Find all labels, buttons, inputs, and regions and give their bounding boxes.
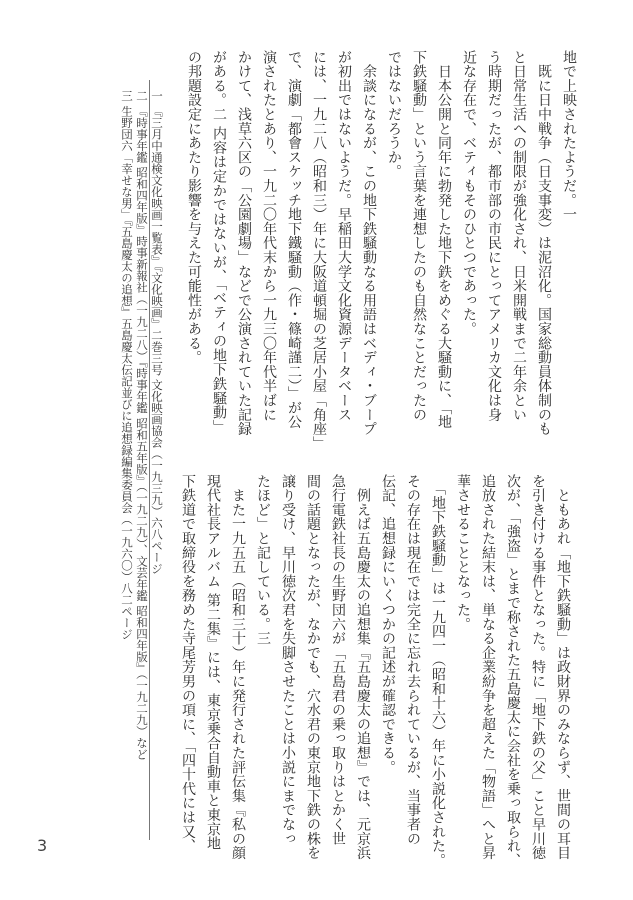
text-line: 近な存在で、ベティもそのひとつであった。	[461, 50, 477, 336]
text-line: 演されたとあり、一九二〇年代末から一九三〇年代半ばに	[261, 50, 277, 422]
body-text-lower	[175, 474, 575, 874]
text-line: が初出ではないようだ。早稲田大学文化資源データベース	[336, 50, 352, 422]
text-line: 下鉄騒動」という言葉を連想したのも自然なことだったの	[411, 50, 427, 422]
text-line: ともあれ「地下鉄騒動」は政財界のみならず、世間の耳目	[555, 474, 571, 861]
text-line: 急行電鉄社長の生野団六が「五島君の乗っ取りはとかく世	[330, 474, 346, 846]
text-line: 次が、「強盗」とまで称された五島慶太に会社を乗っ取られ、	[505, 474, 521, 868]
page-number: 3	[37, 836, 48, 855]
text-line: 地で上映されたようだ。一	[561, 50, 577, 222]
text-line: と日常生活への制限が強化され、日米開戦まで二年余とい	[511, 50, 527, 422]
text-line: 例えば五島慶太の追想集『五島慶太の追想』では、元京浜	[355, 474, 371, 861]
body-text-upper	[181, 50, 581, 451]
text-line: 「地下鉄騒動」は一九四一（昭和十六）年に小説化された。	[430, 474, 446, 868]
text-line: 譲り受け、早川徳次君を失脚させたことは小説にまでなっ	[280, 474, 296, 846]
footnotes	[119, 90, 164, 850]
text-line: 間の話題となったが、なかでも、穴水君の東京地下鉄の株を	[305, 474, 321, 861]
text-line: ではないだろうか。	[386, 50, 402, 179]
text-line: 余談になるが、この地下鉄騒動なる用語はベディ・ブープ	[361, 50, 377, 437]
text-line: 伝記、追想録にいくつかの記述が確認できる。	[380, 474, 396, 775]
text-line: の邦題設定にあたり影響を与えた可能性がある。	[186, 50, 202, 365]
text-line: また一九五五（昭和三十）年に発行された評伝集『私の顔	[230, 474, 246, 861]
text-line: かけて、浅草六区の「公園劇場」などで公演されていた記録	[236, 50, 252, 437]
text-line: う時期だったが、都市部の市民にとってアメリカ文化は身	[486, 50, 502, 422]
text-line: がある。二 内容は定かではないが、「ベティの地下鉄騒動」	[211, 50, 227, 434]
text-line: で、演劇「都會スケッチ地下鐵騒動（作・篠崎謹二）」が公	[286, 50, 302, 430]
text-line: 現代社長アルバム 第二集』には、東京乗合自動車と東京地	[205, 474, 221, 851]
text-line: 華させることとなった。	[455, 474, 471, 632]
text-line: を引き付ける事件となった。特に「地下鉄の父」こと早川徳	[530, 474, 546, 861]
text-line: 下鉄道で取締役を務めた寺尾芳男の項に、「四十代には又、	[180, 474, 196, 854]
text-line: 既に日中戦争（日支事変）は泥沼化。国家総動員体制のも	[536, 50, 552, 437]
text-line: その存在は現在では完全に忘れ去られているが、当事者の	[405, 474, 421, 846]
text-line: 日本公開と同年に勃発した地下鉄をめぐる大騒動に、「地	[436, 50, 452, 430]
text-line: 追放された結末は、単なる企業紛争を超えた「物語」へと昇	[480, 474, 496, 861]
footnote: 二 『時事年鑑 昭和四年版』時事新報社（一九二八）『時事年鑑 昭和五年版』（一九二九）、文芸年鑑 昭和四年版』（一九二九）など	[135, 90, 149, 761]
text-line: たほど」と記している。三	[255, 474, 271, 646]
footnote: 三 生野団六「幸せな男」『五島慶太の追想』五島慶太伝記並びに追想録編集委員会（一九六〇）八二ページ	[120, 90, 134, 640]
text-line: には、一九二八（昭和三）年に大阪道頓堀の芝居小屋「角座」	[311, 50, 327, 451]
footnote: 一 『三月中通検文化映画一覧表』『文化映画』二巻三号 文化映画協会（一九三九）六八ページ	[150, 90, 164, 575]
